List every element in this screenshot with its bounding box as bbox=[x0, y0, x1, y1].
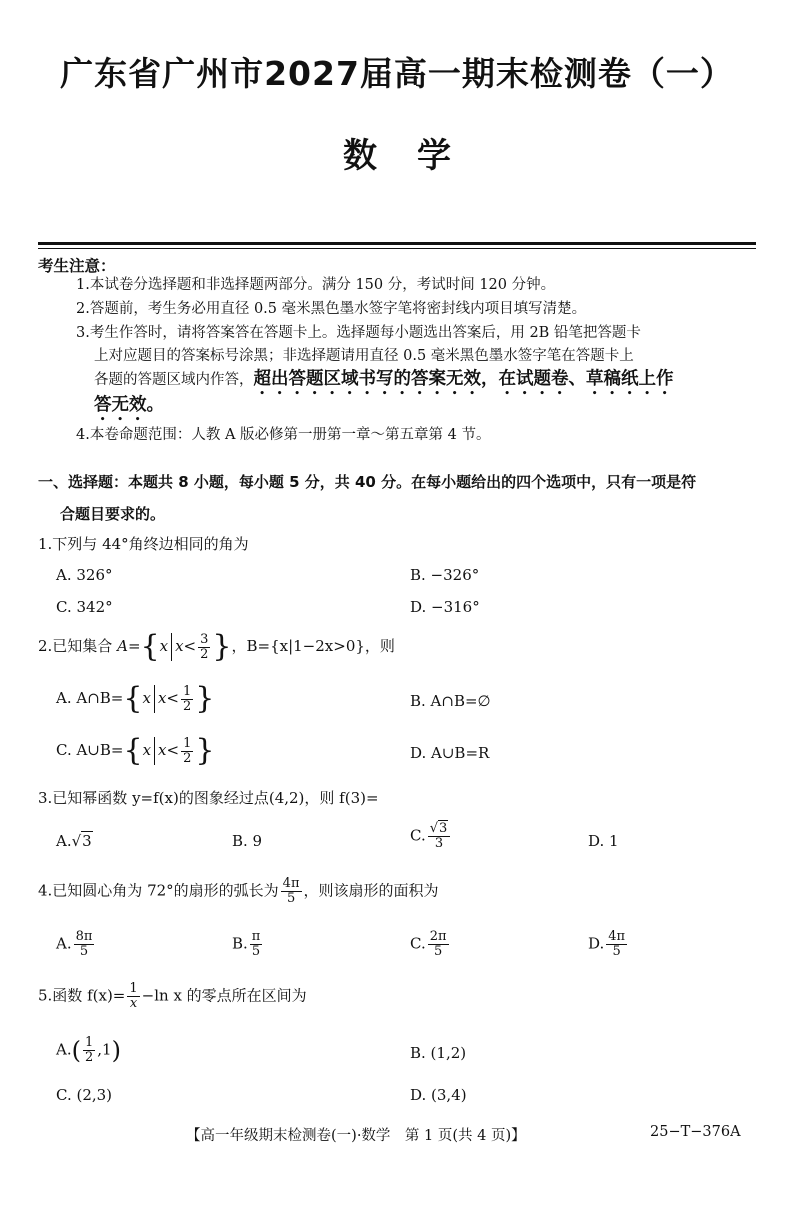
notice-item-3-cont2 bbox=[94, 368, 674, 399]
notice-item-3-text: 各题的答题区域内作答， bbox=[94, 372, 254, 388]
top-rule-thick bbox=[38, 242, 756, 245]
notice-emphasis-end: 答无效。 bbox=[94, 395, 164, 415]
q3-option-c: C. $\frac{√3}{3}$ bbox=[410, 822, 452, 851]
q2-set-b: ，B={x|1−2x>0}，则 bbox=[231, 637, 395, 655]
q2-fraction: $\frac{3}{2}$ bbox=[200, 631, 209, 662]
notice-heading: 考生注意： bbox=[38, 257, 116, 275]
section-heading-line2: 合题目要求的。 bbox=[60, 505, 166, 523]
q4-option-b: B. $\frac{\pi}{5}$ bbox=[232, 929, 261, 959]
q5-option-c: C. (2,3) bbox=[56, 1086, 113, 1104]
question-2 bbox=[38, 629, 395, 664]
q1-option-d: D. −316° bbox=[410, 598, 480, 616]
q4-option-c: C. $\frac{2\pi}{5}$ bbox=[410, 929, 447, 959]
q2-brace-open: { bbox=[140, 629, 160, 664]
q2-stem-pre: 2.已知集合 bbox=[38, 637, 118, 655]
q2-option-b: B. A∩B=∅ bbox=[410, 692, 491, 710]
q1-option-b: B. −326° bbox=[410, 566, 480, 584]
q1-option-a: A. 326° bbox=[56, 566, 113, 584]
q2-option-c: C. A∪B={x x< $\frac{1}{2}$ } bbox=[56, 733, 215, 768]
notice-emphasis: 超出答题区域书写的答案无效，在试题卷、草稿纸上作 bbox=[253, 369, 674, 389]
q2-option-d: D. A∪B=R bbox=[410, 744, 490, 762]
q2-option-a: A. A∩B={x x< $\frac{1}{2}$ } bbox=[56, 681, 215, 716]
q2-brace-close: } bbox=[212, 629, 232, 664]
q2-bar bbox=[171, 633, 172, 661]
q3-option-a: A.√3 bbox=[56, 832, 92, 850]
q5-option-b: B. (1,2) bbox=[410, 1044, 467, 1062]
section-heading-line1: 一、选择题：本题共 8 小题，每小题 5 分，共 40 分。在每小题给出的四个选项中，只有一项是符 bbox=[38, 473, 697, 491]
q2-eq: = bbox=[127, 637, 141, 655]
q5-option-a: A.( $\frac{1}{2}$ ,1) bbox=[56, 1035, 121, 1065]
q2-var: x bbox=[159, 637, 169, 655]
q2-cond: x< bbox=[175, 637, 197, 655]
notice-item-1: 1.本试卷分选择题和非选择题两部分。满分 150 分，考试时间 120 分钟。 bbox=[76, 277, 556, 293]
q3-option-d: D. 1 bbox=[588, 832, 619, 850]
q2-set-a: A bbox=[117, 637, 128, 655]
notice-item-3-cont: 上对应题目的答案标号涂黑；非选择题请用直径 0.5 毫米黑色墨水签字笔在答题卡上 bbox=[94, 348, 634, 364]
q4-option-a: A. $\frac{8\pi}{5}$ bbox=[56, 929, 93, 959]
notice-item-3-end bbox=[94, 394, 164, 425]
question-1: 1.下列与 44°角终边相同的角为 bbox=[38, 535, 249, 553]
page-footer-code: 25−T−376A bbox=[650, 1124, 741, 1140]
q4-option-d: D. $\frac{4\pi}{5}$ bbox=[588, 929, 626, 959]
notice-item-3: 3.考生作答时，请将答案答在答题卡上。选择题每小题选出答案后，用 2B 铅笔把答题卡 bbox=[76, 325, 641, 341]
q3-option-b: B. 9 bbox=[232, 832, 263, 850]
subject-title: 数学 bbox=[343, 136, 491, 176]
notice-item-4: 4.本卷命题范围：人教 A 版必修第一册第一章～第五章第 4 节。 bbox=[76, 427, 491, 443]
question-3: 3.已知幂函数 y=f(x)的图象经过点(4,2)，则 f(3)= bbox=[38, 789, 379, 807]
q5-option-d: D. (3,4) bbox=[410, 1086, 467, 1104]
top-rule-thin bbox=[38, 248, 756, 249]
q1-option-c: C. 342° bbox=[56, 598, 113, 616]
page-footer-label: 【高一年级期末检测卷(一)·数学 第 1 页(共 4 页)】 bbox=[186, 1128, 526, 1144]
question-5: 5.函数 f(x)= $\frac{1}{x}$ −ln x 的零点所在区间为 bbox=[38, 981, 307, 1011]
exam-title: 广东省广州市2027届高一期末检测卷（一） bbox=[60, 54, 734, 93]
section-heading bbox=[38, 466, 760, 530]
question-4: 4.已知圆心角为 72°的扇形的弧长为 $\frac{4\pi}{5}$ ，则该扇形的面积为 bbox=[38, 876, 439, 906]
notice-item-2: 2.答题前，考生务必用直径 0.5 毫米黑色墨水签字笔将密封线内项目填写清楚。 bbox=[76, 301, 587, 317]
